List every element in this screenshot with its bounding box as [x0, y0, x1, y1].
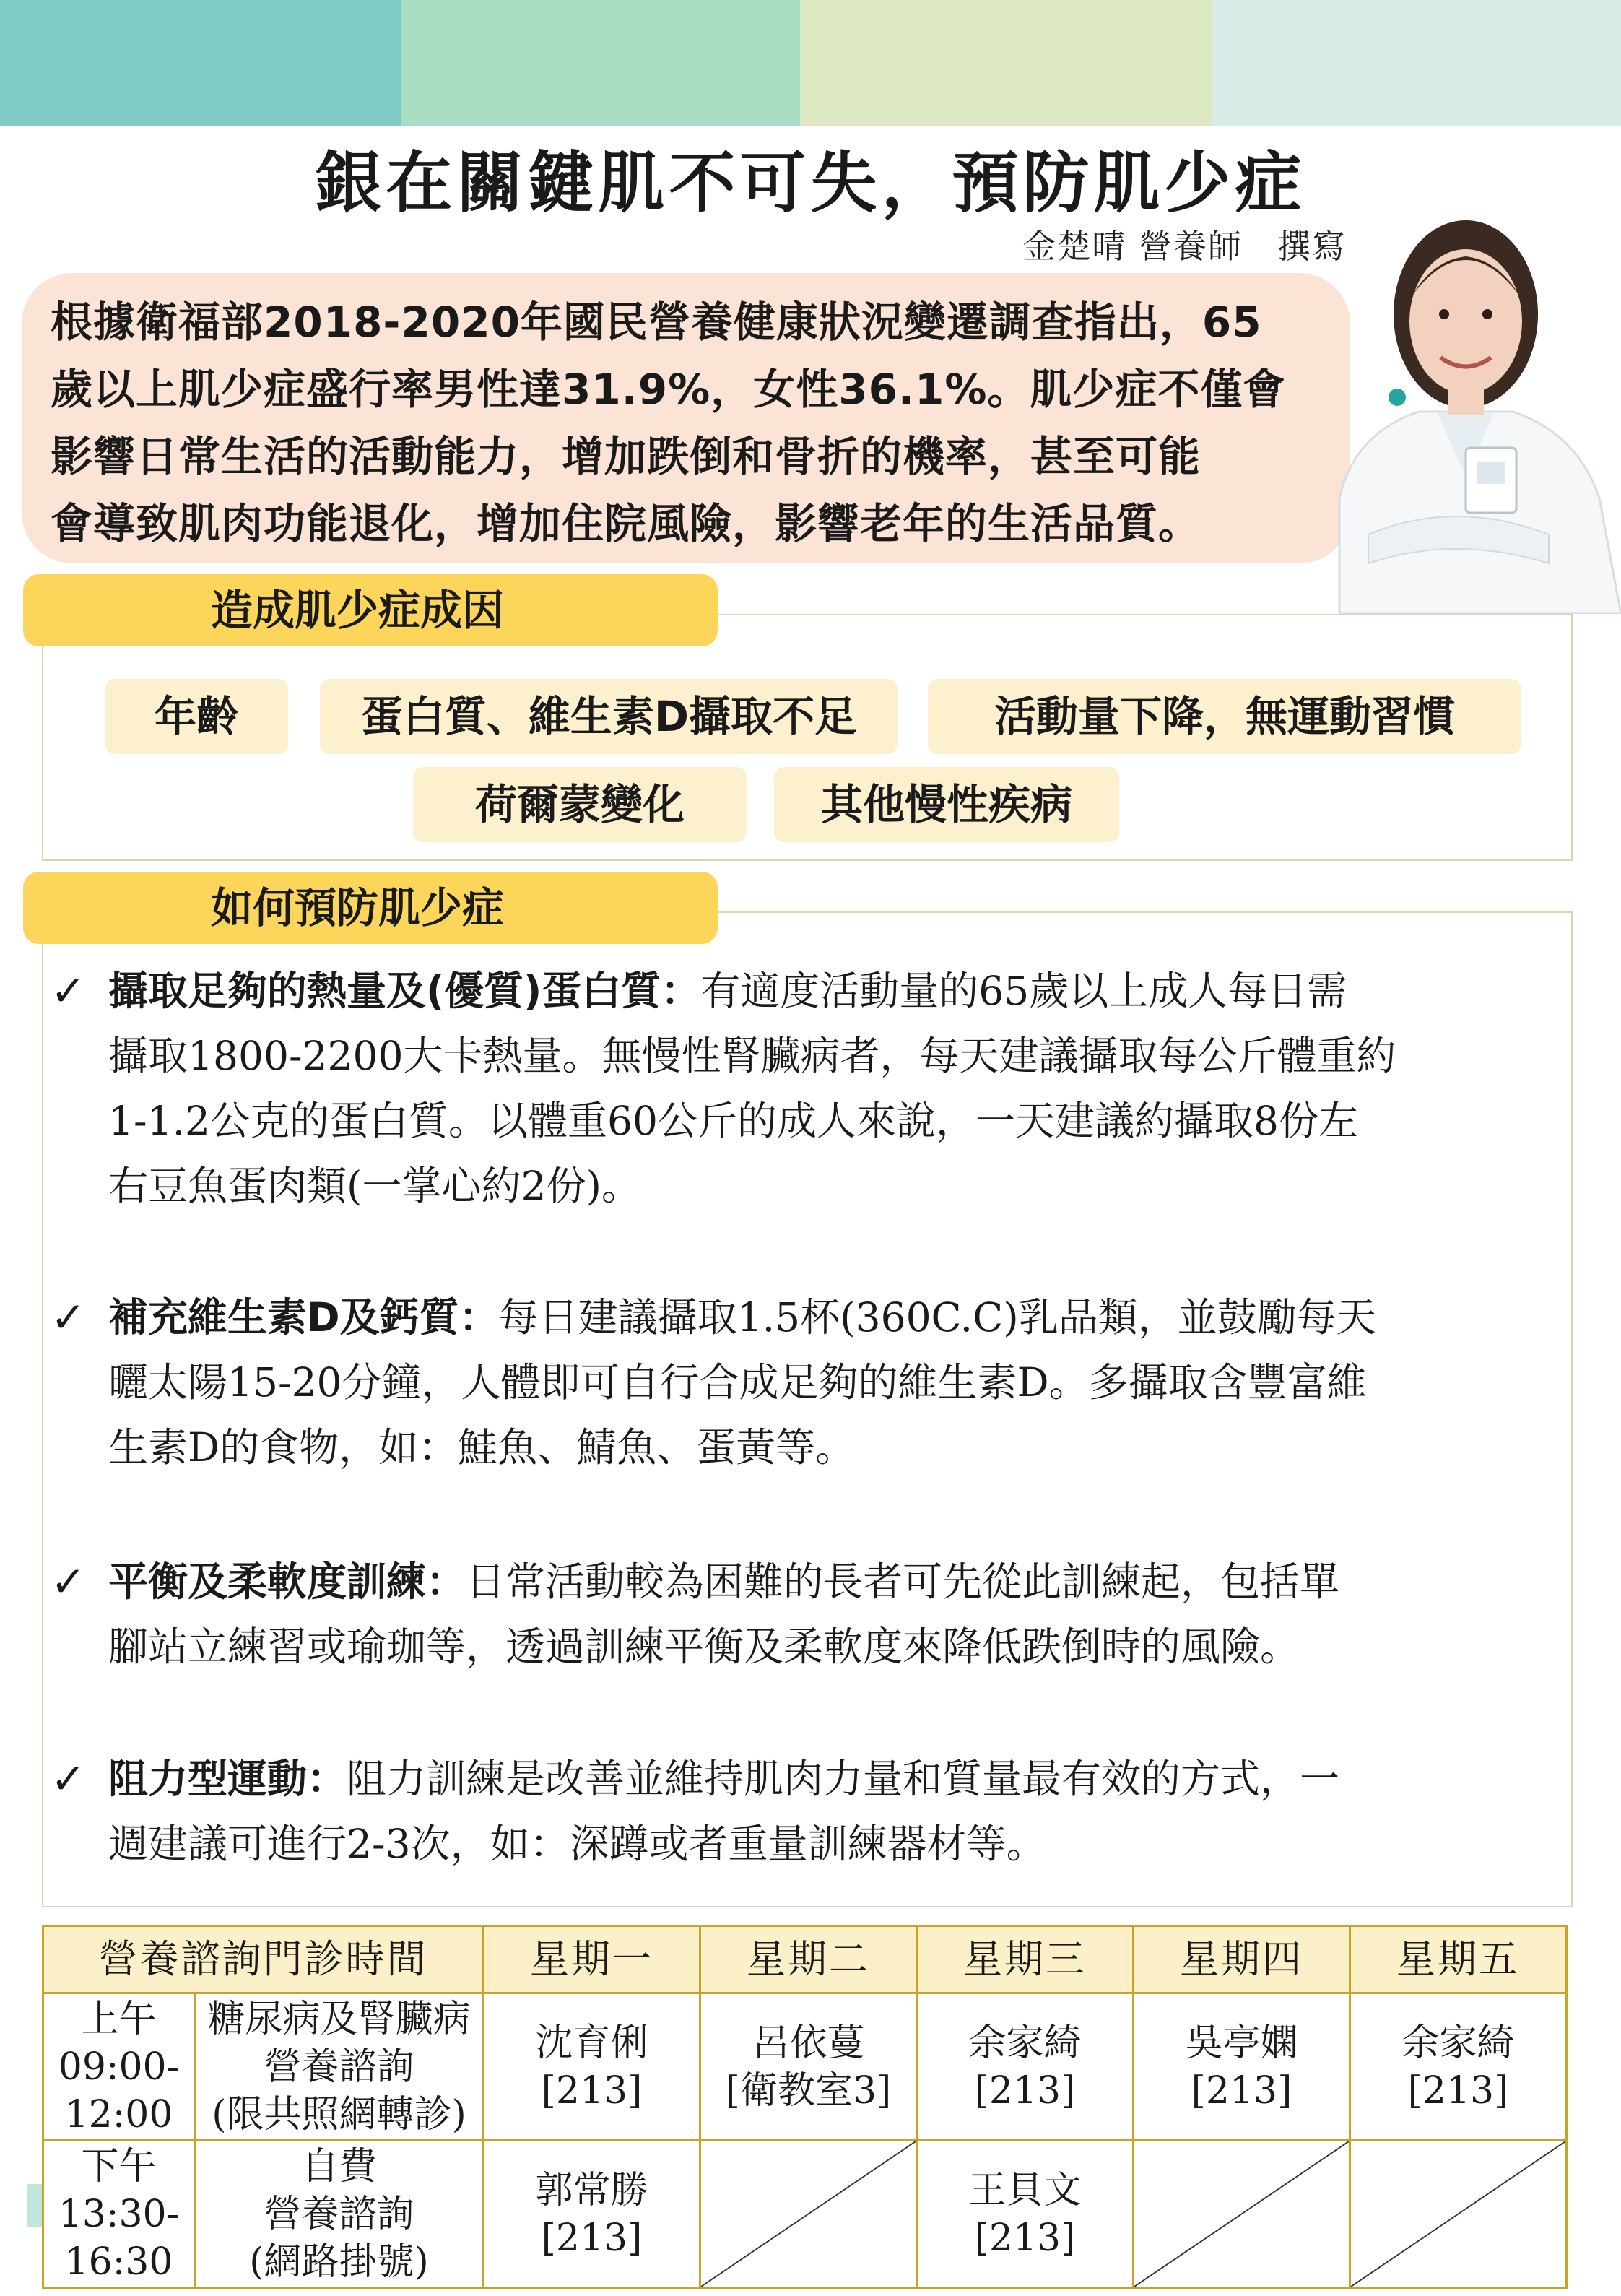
diagonal-strike: [1351, 2141, 1565, 2287]
tip-heading: 阻力型運動：: [108, 1756, 347, 1802]
tip-text: 日常活動較為困難的長者可先從此訓練起，包括單: [466, 1559, 1340, 1605]
tip-text: 曬太陽15-20分鐘，人體即可自行合成足夠的維生素D。多攝取含豐富維: [108, 1359, 1367, 1405]
tip-text: 生素D的食物，如：鮭魚、鯖魚、蛋黃等。: [108, 1424, 856, 1470]
schedule-cell: [1350, 1993, 1567, 2141]
cause-chip-protein-vitd: 蛋白質、維生素D攝取不足: [320, 679, 898, 754]
dietitian-name: 余家綺: [1401, 2021, 1515, 2065]
dietitian-name: 郭常勝: [535, 2168, 648, 2212]
day-header: 星期三: [917, 1926, 1134, 1993]
dietitian-portrait: [1311, 159, 1621, 614]
schedule-table: [42, 1925, 1568, 2289]
schedule-cell-empty: [1350, 2141, 1567, 2288]
prevention-section-title: 如何預防肌少症: [23, 872, 718, 944]
tip-balance: [51, 1549, 1560, 1679]
room-label: [213]: [974, 2216, 1076, 2260]
intro-line: 歲以上肌少症盛行率男性達31.9%，女性36.1%。肌少症不僅會: [51, 365, 1286, 414]
tip-text: 右豆魚蛋肉類(一掌心約2份)。: [108, 1163, 641, 1209]
header-band-1: [0, 0, 401, 126]
checkmark-icon: ✓: [51, 1557, 86, 1606]
room-label: [213]: [1407, 2068, 1509, 2113]
dietitian-name: 王貝文: [968, 2168, 1082, 2212]
tip-heading: 補充維生素D及鈣質：: [108, 1294, 499, 1340]
time-cell: [43, 2141, 195, 2288]
author-byline: 金楚晴 營養師 撰寫: [1022, 227, 1347, 266]
schedule-header-row: [43, 1926, 1567, 1993]
dietitian-name: 余家綺: [968, 2021, 1082, 2065]
schedule-cell: [917, 2141, 1134, 2288]
day-header: 星期五: [1350, 1926, 1567, 1993]
tip-text: 攝取1800-2200大卡熱量。無慢性腎臟病者，每天建議攝取每公斤體重約: [108, 1033, 1396, 1079]
header-band-3: [800, 0, 1212, 126]
causes-section-title: 造成肌少症成因: [23, 574, 718, 646]
service-text: 自費: [301, 2144, 377, 2188]
intro-line: 會導致肌肉功能退化，增加住院風險，影響老年的生活品質。: [51, 499, 1201, 548]
dietitian-name: 沈育俐: [535, 2021, 648, 2065]
tip-text: 有適度活動量的65歲以上成人每日需: [700, 968, 1347, 1014]
dietitian-name: 吳亭嫻: [1185, 2021, 1298, 2065]
room-label: [213]: [1191, 2068, 1292, 2113]
service-cell: [195, 1993, 484, 2141]
tip-text: 1-1.2公克的蛋白質。以體重60公斤的成人來說，一天建議約攝取8份左: [108, 1098, 1359, 1144]
diagonal-strike: [1134, 2141, 1349, 2287]
schedule-cell: [700, 1993, 917, 2141]
page-title: 銀在關鍵肌不可失，預防肌少症: [315, 144, 1306, 222]
checkmark-icon: ✓: [51, 1293, 86, 1342]
decorative-bar: [27, 2184, 43, 2227]
schedule-cell-empty: [700, 2141, 917, 2288]
day-header: 星期一: [484, 1926, 700, 1993]
tip-vitamin-d: [51, 1285, 1560, 1480]
schedule-cell: [484, 2141, 700, 2288]
service-cell: [195, 2141, 484, 2288]
day-header: 星期四: [1134, 1926, 1350, 1993]
tip-heading: 攝取足夠的熱量及(優質)蛋白質：: [108, 968, 701, 1014]
day-header: 星期二: [700, 1926, 917, 1993]
time-text: 09:00-: [58, 2045, 180, 2089]
diagonal-strike: [701, 2141, 916, 2287]
schedule-header-label: 營養諮詢門診時間: [43, 1926, 484, 1993]
tip-text: 週建議可進行2-3次，如：深蹲或者重量訓練器材等。: [108, 1821, 1046, 1867]
intro-line: 根據衛福部2018-2020年國民營養健康狀況變遷調查指出，65: [51, 298, 1262, 347]
header-band-4: [1212, 0, 1621, 126]
tip-protein: [51, 958, 1560, 1218]
room-label: [衛教室3]: [725, 2068, 892, 2113]
service-text: 糖尿病及腎臟病: [207, 1997, 471, 2041]
tip-resistance: [51, 1746, 1560, 1876]
intro-box: [22, 273, 1350, 563]
intro-line: 影響日常生活的活動能力，增加跌倒和骨折的機率，甚至可能: [51, 432, 1201, 481]
room-label: [213]: [541, 2216, 643, 2260]
dietitian-name: 呂依蔓: [752, 2021, 865, 2065]
time-text: 13:30-: [58, 2192, 180, 2236]
schedule-cell-empty: [1134, 2141, 1350, 2288]
schedule-row-afternoon: [43, 2141, 1567, 2288]
header-band-2: [401, 0, 800, 126]
time-cell: [43, 1993, 195, 2141]
room-label: [213]: [974, 2068, 1076, 2113]
service-text: 營養諮詢: [264, 2045, 414, 2089]
schedule-row-morning: [43, 1993, 1567, 2141]
schedule-cell: [484, 1993, 700, 2141]
service-text: (網路掛號): [249, 2240, 429, 2284]
checkmark-icon: ✓: [51, 966, 86, 1015]
time-text: 12:00: [64, 2092, 173, 2136]
service-text: 營養諮詢: [264, 2192, 414, 2236]
tip-heading: 平衡及柔軟度訓練：: [108, 1559, 466, 1605]
schedule-cell: [1134, 1993, 1350, 2141]
time-text: 上午: [81, 1997, 157, 2041]
cause-chip-hormone: 荷爾蒙變化: [413, 767, 747, 842]
tip-text: 每日建議攝取1.5杯(360C.C)乳品類，並鼓勵每天: [498, 1294, 1376, 1340]
cause-chip-age: 年齡: [105, 679, 288, 754]
time-text: 下午: [81, 2144, 157, 2188]
room-label: [213]: [541, 2068, 643, 2113]
time-text: 16:30: [64, 2240, 173, 2284]
cause-chip-chronic: 其他慢性疾病: [774, 767, 1119, 842]
checkmark-icon: ✓: [51, 1754, 86, 1803]
schedule-cell: [917, 1993, 1134, 2141]
tip-text: 阻力訓練是改善並維持肌肉力量和質量最有效的方式，一: [347, 1756, 1340, 1802]
cause-chip-activity: 活動量下降，無運動習慣: [928, 679, 1521, 754]
tip-text: 腳站立練習或瑜珈等，透過訓練平衡及柔軟度來降低跌倒時的風險。: [108, 1624, 1300, 1670]
service-text: (限共照網轉診): [212, 2092, 466, 2136]
